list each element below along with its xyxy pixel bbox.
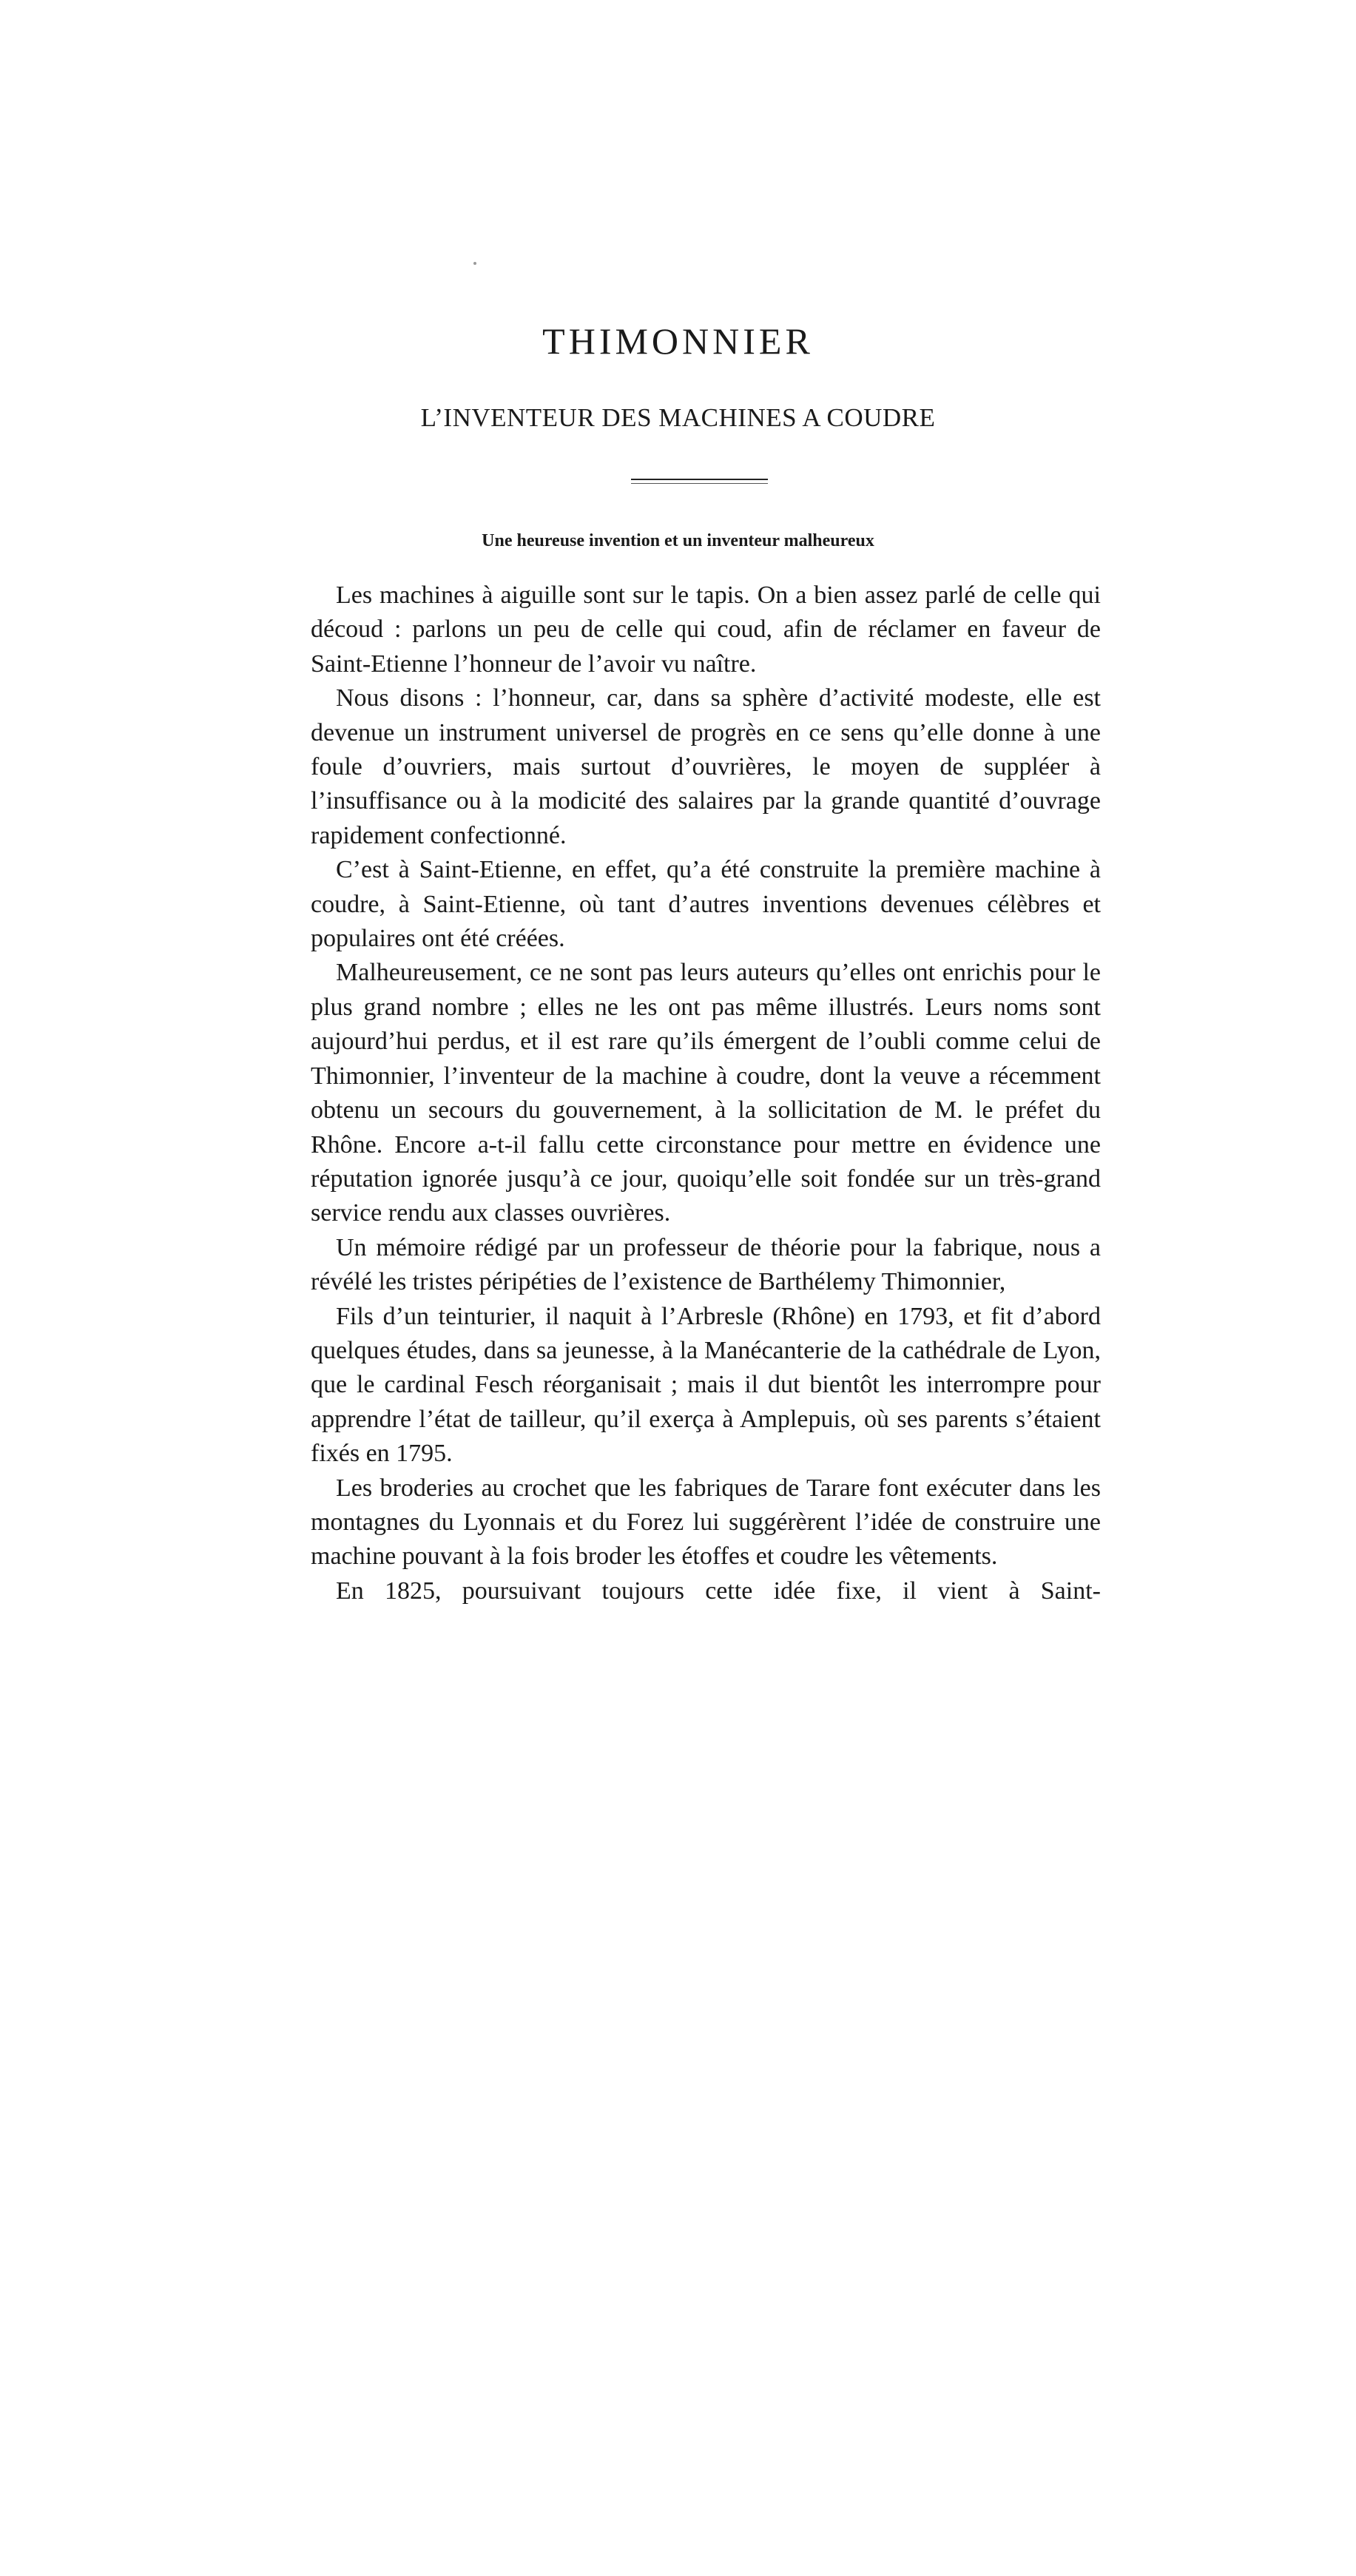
- paragraph: Les broderies au crochet que les fabriques de Tarare font exécuter dans les montagnes du Lyonnais et du Forez lui suggérèrent l’idée de construire une machine pouvant à la fois broder les étoffes et coudre les vêtements.: [311, 1474, 1101, 1571]
- article-body: [311, 579, 1101, 1608]
- paragraph: Les machines à aiguille sont sur le tapis. On a bien assez parlé de celle qui découd : parlons un peu de celle qui coud, afin de réclamer en faveur de Saint-Etienne l’honneur de l’avoir vu naître.: [311, 581, 1101, 678]
- paragraph: Malheureusement, ce ne sont pas leurs auteurs qu’elles ont enrichis pour le plus grand nombre ; elles ne les ont pas même illustrés. Leurs noms sont aujourd’hui perdus, et il est rare qu’ils émergent de l’oubli comme celui de Thimonnier, l’inventeur de la machine à coudre, dont la veuve a récemment obtenu un secours du gouvernement, à la sollicitation de M. le préfet du Rhône. Encore a-t-il fallu cette circonstance pour mettre en évidence une réputation ignorée jusqu’à ce jour, quoiqu’elle soit fondée sur un très-grand service rendu aux classes ouvrières.: [311, 959, 1101, 1227]
- paragraph: Fils d’un teinturier, il naquit à l’Arbresle (Rhône) en 1793, et fit d’abord quelques études, dans sa jeunesse, à la Manécanterie de la cathédrale de Lyon, que le cardinal Fesch réorganisait ; mais il dut bientôt les interrompre pour apprendre l’état de tailleur, qu’il exerça à Amplepuis, où ses parents s’étaient fixés en 1795.: [311, 1302, 1101, 1468]
- paragraph: Un mémoire rédigé par un professeur de théorie pour la fabrique, nous a révélé les tristes péripéties de l’existence de Barthélemy Thimonnier,: [311, 1233, 1101, 1296]
- page-speck: [473, 262, 476, 265]
- paragraph: En 1825, poursuivant toujours cette idée fixe, il vient à Saint-: [336, 1577, 1101, 1605]
- paragraph: C’est à Saint-Etienne, en effet, qu’a été construite la première machine à coudre, à Saint-Etienne, où tant d’autres inventions devenues célèbres et populaires ont été créées.: [311, 856, 1101, 953]
- page-subtitle: L’INVENTEUR DES MACHINES A COUDRE: [420, 403, 936, 432]
- section-heading: Une heureuse invention et un inventeur malheureux: [482, 531, 874, 550]
- paragraph: Nous disons : l’honneur, car, dans sa sphère d’activité modeste, elle est devenue un instrument universel de progrès en ce sens qu’elle donne à une foule d’ouvriers, mais surtout d’ouvrières, le moyen de suppléer à l’insuffisance ou à la modicité des salaires par la grande quantité d’ouvrage rapidement confectionné.: [311, 684, 1101, 849]
- page-title: THIMONNIER: [542, 320, 814, 362]
- title-divider: [631, 479, 768, 480]
